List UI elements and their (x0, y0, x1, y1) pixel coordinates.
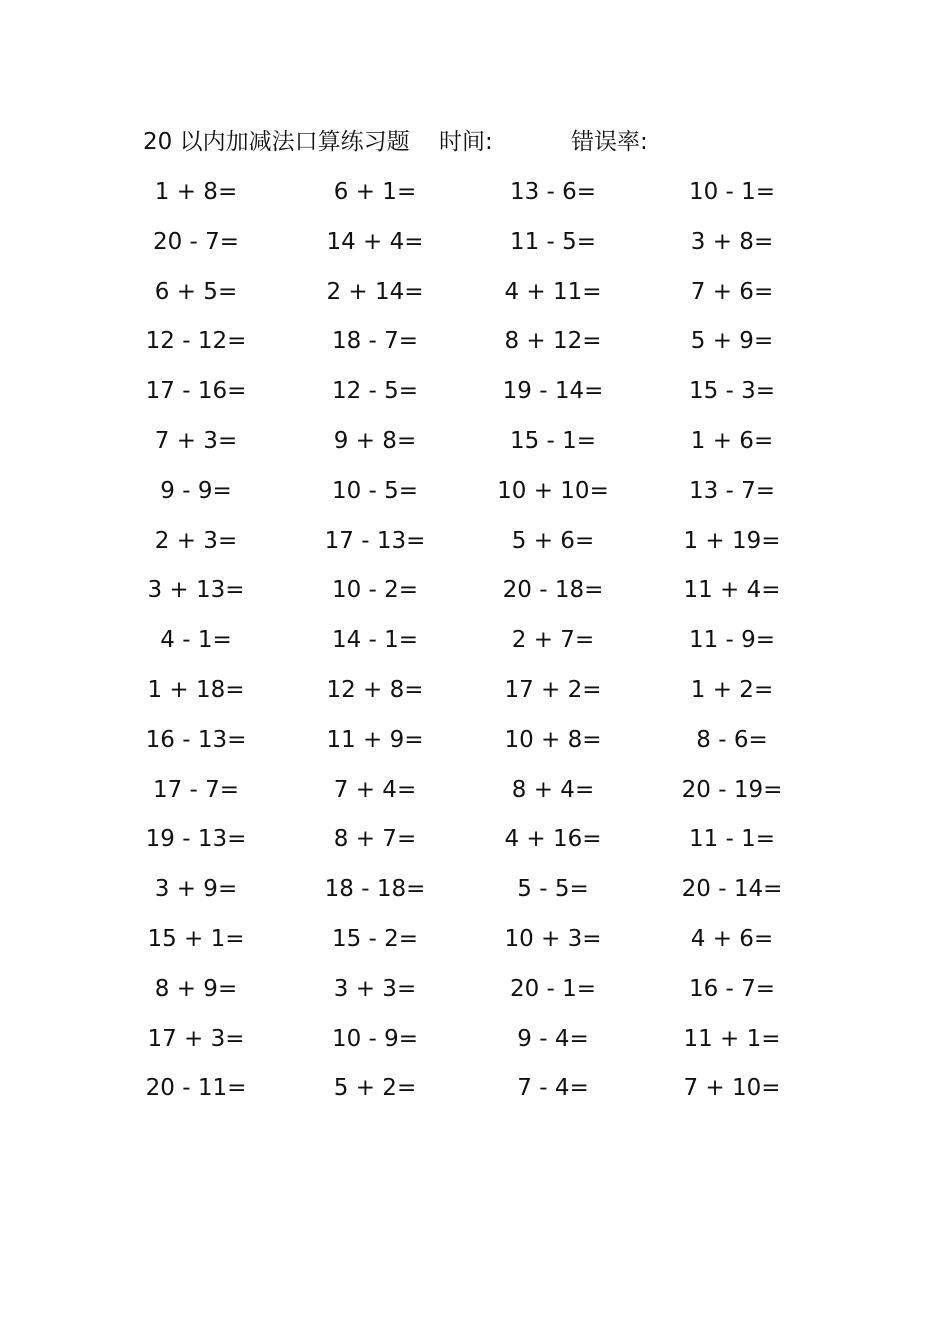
problem-item: 2 + 7= (511, 627, 595, 654)
problem-item: 10 - 1= (688, 179, 776, 205)
problem-item: 8 + 4= (511, 776, 595, 803)
problem-item: 1 + 6= (690, 427, 774, 454)
problem-item: 16 - 7= (688, 975, 776, 1002)
problem-item: 15 - 1= (509, 427, 597, 454)
problem-item: 12 - 5= (331, 378, 419, 405)
problem-item: 3 + 9= (154, 876, 238, 903)
problem-item: 11 - 9= (688, 627, 776, 654)
problem-row (0, 670, 950, 720)
problem-row (0, 1019, 950, 1069)
time-label: 时间: (439, 129, 493, 155)
problem-item: 3 + 3= (333, 975, 417, 1002)
worksheet-title: 20 以内加减法口算练习题 (143, 129, 410, 155)
problem-item: 19 - 14= (502, 378, 604, 405)
problem-item: 4 + 6= (690, 925, 774, 952)
problem-item: 19 - 13= (145, 826, 247, 853)
problem-item: 20 - 11= (145, 1075, 247, 1102)
problem-item: 10 - 9= (331, 1025, 419, 1052)
problem-item: 17 - 13= (324, 527, 426, 554)
problem-item: 13 - 7= (688, 477, 776, 504)
problem-item: 1 + 8= (154, 179, 238, 205)
problem-row (0, 919, 950, 969)
problem-item: 15 - 2= (331, 925, 419, 952)
problem-item: 11 - 1= (688, 826, 776, 853)
problem-item: 9 + 8= (333, 427, 417, 454)
problem-item: 8 + 7= (333, 826, 417, 853)
problem-item: 10 + 3= (504, 925, 602, 952)
problem-row (0, 869, 950, 919)
problem-item: 6 + 1= (333, 179, 417, 205)
problem-item: 6 + 5= (154, 278, 238, 305)
problem-item: 11 + 4= (683, 577, 781, 604)
problem-item: 16 - 13= (145, 726, 247, 753)
worksheet-header (143, 124, 823, 160)
problem-item: 18 - 18= (324, 876, 426, 903)
problem-item: 11 - 5= (509, 228, 597, 255)
problem-row (0, 321, 950, 371)
problem-item: 2 + 14= (326, 278, 424, 305)
problem-item: 11 + 9= (326, 726, 424, 753)
problem-item: 5 + 2= (333, 1075, 417, 1102)
problem-row (0, 570, 950, 620)
problem-row (0, 969, 950, 1019)
problem-item: 7 + 6= (690, 278, 774, 305)
problem-item: 7 + 10= (683, 1075, 781, 1102)
problem-item: 4 + 11= (504, 278, 602, 305)
problem-item: 10 + 8= (504, 726, 602, 753)
problem-item: 17 - 7= (152, 776, 240, 803)
problem-item: 17 - 16= (145, 378, 247, 405)
problem-item: 9 - 9= (160, 477, 232, 504)
problem-item: 20 - 14= (681, 876, 783, 903)
problem-item: 12 - 12= (145, 328, 247, 355)
problem-item: 10 - 5= (331, 477, 419, 504)
problem-item: 18 - 7= (331, 328, 419, 355)
problem-row (0, 1068, 950, 1118)
problem-item: 5 - 5= (517, 876, 589, 903)
error-rate-label: 错误率: (571, 129, 648, 155)
problem-row (0, 172, 950, 222)
problem-item: 17 + 2= (504, 676, 602, 703)
problem-item: 4 - 1= (160, 627, 232, 654)
problem-row (0, 272, 950, 322)
problem-item: 5 + 9= (690, 328, 774, 355)
problem-row (0, 371, 950, 421)
problem-row (0, 620, 950, 670)
problem-item: 10 + 10= (497, 477, 609, 504)
problem-item: 12 + 8= (326, 676, 424, 703)
problem-item: 10 - 2= (331, 577, 419, 604)
problem-item: 7 + 4= (333, 776, 417, 803)
problem-item: 15 + 1= (147, 925, 245, 952)
problem-item: 11 + 1= (683, 1025, 781, 1052)
problem-row (0, 521, 950, 571)
problem-item: 15 - 3= (688, 378, 776, 405)
problem-item: 4 + 16= (504, 826, 602, 853)
problem-item: 20 - 19= (681, 776, 783, 803)
problem-row (0, 222, 950, 272)
problem-item: 3 + 13= (147, 577, 245, 604)
problem-item: 1 + 2= (690, 676, 774, 703)
problem-item: 1 + 19= (683, 527, 781, 554)
problem-item: 5 + 6= (511, 527, 595, 554)
problem-item: 2 + 3= (154, 527, 238, 554)
problem-item: 3 + 8= (690, 228, 774, 255)
problem-item: 14 - 1= (331, 627, 419, 654)
problem-item: 7 - 4= (517, 1075, 589, 1102)
problem-item: 1 + 18= (147, 676, 245, 703)
problem-grid (0, 172, 950, 1118)
problem-item: 20 - 7= (152, 228, 240, 255)
problem-item: 20 - 18= (502, 577, 604, 604)
problem-item: 13 - 6= (509, 179, 597, 205)
problem-row (0, 421, 950, 471)
problem-item: 8 - 6= (696, 726, 768, 753)
problem-item: 14 + 4= (326, 228, 424, 255)
problem-item: 7 + 3= (154, 427, 238, 454)
problem-item: 17 + 3= (147, 1025, 245, 1052)
problem-row (0, 819, 950, 869)
problem-item: 8 + 12= (504, 328, 602, 355)
problem-item: 8 + 9= (154, 975, 238, 1002)
problem-row (0, 720, 950, 770)
problem-row (0, 770, 950, 820)
problem-item: 9 - 4= (517, 1025, 589, 1052)
problem-row (0, 471, 950, 521)
problem-item: 20 - 1= (509, 975, 597, 1002)
